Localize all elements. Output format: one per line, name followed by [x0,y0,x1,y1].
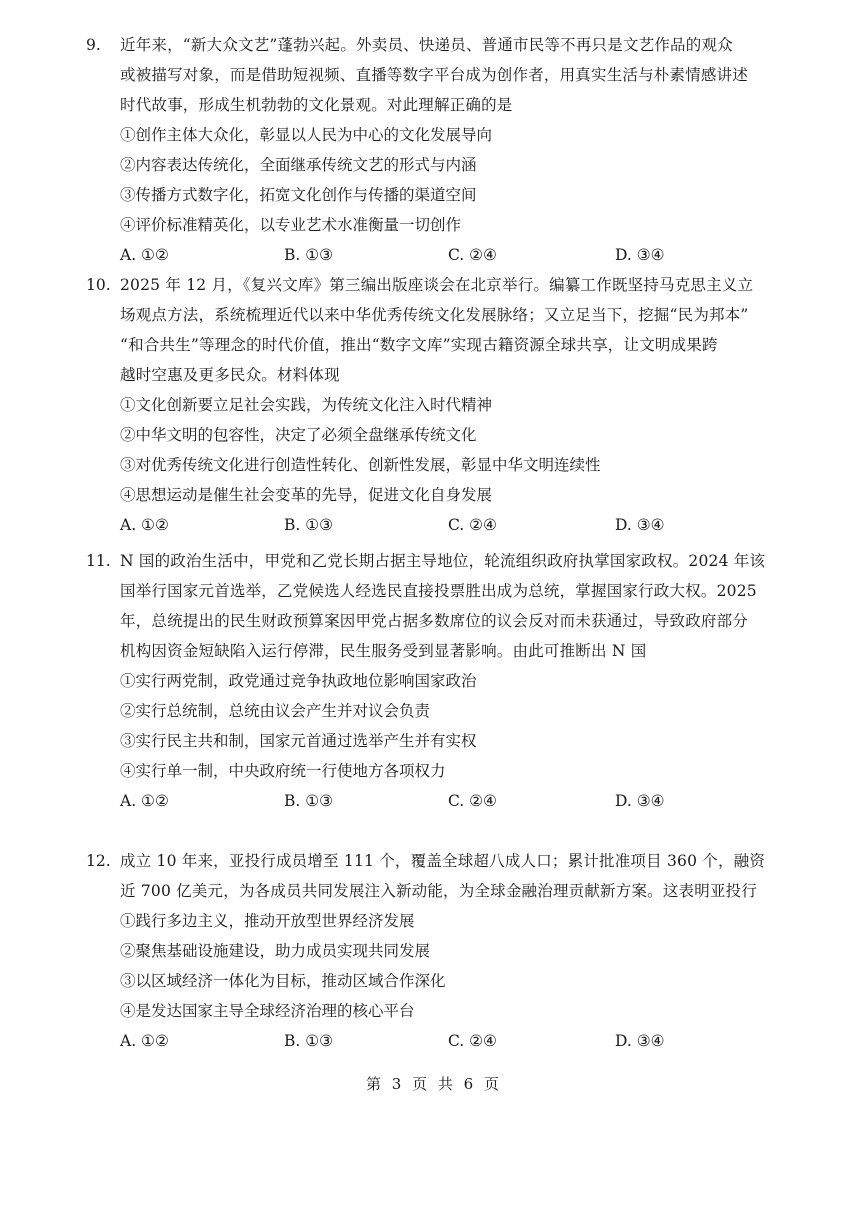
statement-option: ④评价标准精英化，以专业艺术水准衡量一切创作 [120,216,462,234]
statement-option: ④实行单一制，中央政府统一行使地方各项权力 [120,762,446,780]
statement-option: ①文化创新要立足社会实践，为传统文化注入时代精神 [120,396,493,414]
question-stem-line: 成立 10 年来，亚投行成员增至 111 个，覆盖全球超八成人口；累计批准项目 360 个，融资 [120,852,766,870]
question-stem-line: 场观点方法，系统梳理近代以来中华优秀传统文化发展脉络；又立足当下，挖掘“民为邦本” [120,306,749,324]
question-stem-line: 机构因资金短缺陷入运行停滞，民生服务受到显著影响。由此可推断出 N 国 [120,642,647,660]
statement-option: ④是发达国家主导全球经济治理的核心平台 [120,1002,415,1020]
choice-a[interactable]: A. ①② [120,792,169,810]
choice-d[interactable]: D. ③④ [615,246,665,264]
statement-option: ③以区域经济一体化为目标，推动区域合作深化 [120,972,446,990]
statement-option: ②中华文明的包容性，决定了必须全盘继承传统文化 [120,426,477,444]
choice-b[interactable]: B. ①③ [284,516,334,534]
question-stem-line: 年，总统提出的民生财政预算案因甲党占据多数席位的议会反对而未获通过，导致政府部分 [120,612,749,630]
choice-a[interactable]: A. ①② [120,1032,169,1050]
statement-option: ③传播方式数字化，拓宽文化创作与传播的渠道空间 [120,186,477,204]
question-number: 9. [86,36,101,54]
choice-c[interactable]: C. ②④ [448,246,497,264]
page-footer: 第 3 页 共 6 页 [366,1075,502,1093]
choice-b[interactable]: B. ①③ [284,792,334,810]
statement-option: ③对优秀传统文化进行创造性转化、创新性发展，彰显中华文明连续性 [120,456,601,474]
question-stem-line: 近年来，“新大众文艺”蓬勃兴起。外卖员、快递员、普通市民等不再只是文艺作品的观众 [120,36,733,54]
choice-a[interactable]: A. ①② [120,516,169,534]
question-number: 11. [86,552,111,570]
statement-option: ②聚焦基础设施建设，助力成员实现共同发展 [120,942,431,960]
question-stem-line: 国举行国家元首选举，乙党候选人经选民直接投票胜出成为总统，掌握国家行政大权。2025 [120,582,757,600]
question-stem-line: 时代故事，形成生机勃勃的文化景观。对此理解正确的是 [120,96,513,114]
choice-c[interactable]: C. ②④ [448,1032,497,1050]
choice-b[interactable]: B. ①③ [284,1032,334,1050]
choice-d[interactable]: D. ③④ [615,516,665,534]
statement-option: ②内容表达传统化，全面继承传统文艺的形式与内涵 [120,156,477,174]
question-stem-line: N 国的政治生活中，甲党和乙党长期占据主导地位，轮流组织政府执掌国家政权。2024 年该 [120,552,766,570]
question-stem-line: 2025 年 12 月，《复兴文库》第三编出版座谈会在北京举行。编纂工作既坚持马克思主义立 [120,276,754,294]
question-stem-line: 近 700 亿美元，为各成员共同发展注入新动能，为全球金融治理贡献新方案。这表明亚投行 [120,882,758,900]
question-number: 10. [86,276,111,294]
statement-option: ①创作主体大众化，彰显以人民为中心的文化发展导向 [120,126,493,144]
statement-option: ④思想运动是催生社会变革的先导，促进文化自身发展 [120,486,493,504]
choice-c[interactable]: C. ②④ [448,792,497,810]
question-stem-line: 或被描写对象，而是借助短视频、直播等数字平台成为创作者，用真实生活与朴素情感讲述 [120,66,749,84]
statement-option: ②实行总统制，总统由议会产生并对议会负责 [120,702,431,720]
choice-b[interactable]: B. ①③ [284,246,334,264]
choice-d[interactable]: D. ③④ [615,792,665,810]
statement-option: ①实行两党制，政党通过竞争执政地位影响国家政治 [120,672,477,690]
choice-d[interactable]: D. ③④ [615,1032,665,1050]
statement-option: ①践行多边主义，推动开放型世界经济发展 [120,912,415,930]
statement-option: ③实行民主共和制，国家元首通过选举产生并有实权 [120,732,477,750]
question-number: 12. [86,852,111,870]
choice-c[interactable]: C. ②④ [448,516,497,534]
question-stem-line: 越时空惠及更多民众。材料体现 [120,366,340,384]
choice-a[interactable]: A. ①② [120,246,169,264]
question-stem-line: “和合共生”等理念的时代价值，推出“数字文库”实现古籍资源全球共享，让文明成果跨 [120,336,718,354]
